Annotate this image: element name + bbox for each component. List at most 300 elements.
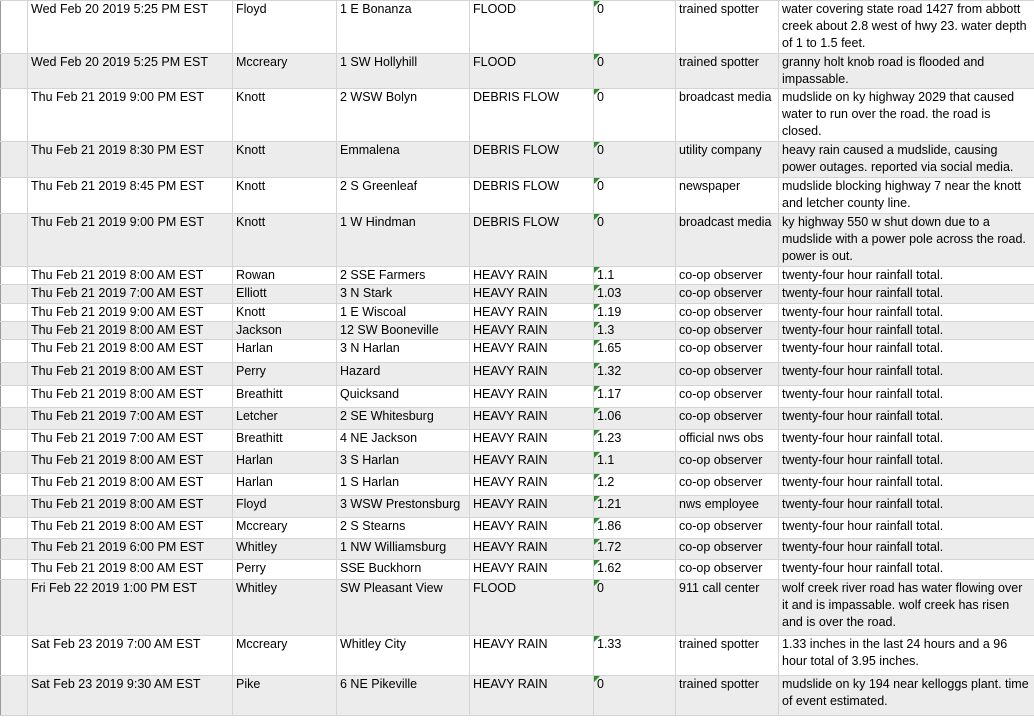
location-cell[interactable]: [337, 267, 470, 285]
location-cell[interactable]: [337, 636, 470, 676]
table-row[interactable]: [1, 636, 1034, 676]
magnitude-cell[interactable]: [594, 560, 676, 580]
date-cell[interactable]: [28, 430, 233, 452]
county-cell[interactable]: [233, 89, 337, 142]
county-cell[interactable]: [233, 142, 337, 178]
date-cell-text: Thu Feb 21 2019 8:00 AM EST: [31, 387, 204, 401]
table-row[interactable]: [1, 89, 1034, 142]
event-type-cell[interactable]: [470, 474, 594, 496]
remarks-cell[interactable]: [779, 285, 1034, 304]
magnitude-cell[interactable]: [594, 285, 676, 304]
source-cell[interactable]: [676, 54, 779, 89]
magnitude-cell[interactable]: [594, 89, 676, 142]
date-cell[interactable]: [28, 285, 233, 304]
table-row[interactable]: [1, 676, 1034, 716]
event-type-cell[interactable]: [470, 267, 594, 285]
magnitude-cell[interactable]: [594, 322, 676, 340]
source-cell-text: official nws obs: [679, 431, 764, 445]
row-margin-cell: [1, 560, 28, 580]
county-cell[interactable]: [233, 214, 337, 267]
number-as-text-flag-icon: [594, 304, 600, 310]
date-cell-text: Thu Feb 21 2019 8:00 AM EST: [31, 341, 204, 355]
remarks-cell-text: twenty-four hour rainfall total.: [782, 364, 944, 378]
county-cell[interactable]: [233, 430, 337, 452]
magnitude-cell[interactable]: [594, 178, 676, 214]
magnitude-cell-text: 1.06: [597, 409, 622, 423]
event-type-cell[interactable]: [470, 322, 594, 340]
source-cell[interactable]: [676, 496, 779, 518]
county-cell[interactable]: [233, 386, 337, 408]
remarks-cell[interactable]: [779, 178, 1034, 214]
location-cell-text: 4 NE Jackson: [340, 431, 418, 445]
county-cell-text: Knott: [236, 143, 266, 157]
magnitude-cell[interactable]: [594, 340, 676, 363]
date-cell[interactable]: [28, 560, 233, 580]
remarks-cell[interactable]: [779, 267, 1034, 285]
event-type-cell[interactable]: [470, 340, 594, 363]
number-as-text-flag-icon: [594, 178, 600, 184]
county-cell-text: Pike: [236, 677, 261, 691]
magnitude-cell[interactable]: [594, 408, 676, 430]
date-cell[interactable]: [28, 408, 233, 430]
county-cell-text: Rowan: [236, 268, 275, 282]
source-cell-text: 911 call center: [679, 581, 760, 595]
event-type-cell[interactable]: [470, 539, 594, 560]
row-margin-cell: [1, 304, 28, 322]
remarks-cell-text: wolf creek river road has water flowing over it and is impassable. wolf creek has risen and is over the road.: [782, 581, 1023, 629]
source-cell[interactable]: [676, 142, 779, 178]
county-cell-text: Mccreary: [236, 55, 288, 69]
source-cell[interactable]: [676, 89, 779, 142]
date-cell[interactable]: [28, 363, 233, 386]
event-type-cell-text: HEAVY RAIN: [473, 453, 548, 467]
county-cell-text: Perry: [236, 561, 266, 575]
remarks-cell[interactable]: [779, 474, 1034, 496]
table-row[interactable]: [1, 452, 1034, 474]
source-cell[interactable]: [676, 539, 779, 560]
table-row[interactable]: [1, 267, 1034, 285]
remarks-cell-text: heavy rain caused a mudslide, causing power outages. reported via social media.: [782, 143, 1014, 174]
source-cell[interactable]: [676, 363, 779, 386]
event-type-cell[interactable]: [470, 214, 594, 267]
event-type-cell-text: FLOOD: [473, 2, 517, 16]
date-cell[interactable]: [28, 340, 233, 363]
location-cell-text: 2 SE Whitesburg: [340, 409, 434, 423]
event-type-cell[interactable]: [470, 142, 594, 178]
remarks-cell[interactable]: [779, 560, 1034, 580]
table-row[interactable]: [1, 408, 1034, 430]
event-type-cell[interactable]: [470, 518, 594, 539]
date-cell-text: Thu Feb 21 2019 8:00 AM EST: [31, 453, 204, 467]
remarks-cell[interactable]: [779, 142, 1034, 178]
table-row[interactable]: [1, 214, 1034, 267]
county-cell-text: Mccreary: [236, 637, 288, 651]
table-row[interactable]: [1, 518, 1034, 539]
date-cell[interactable]: [28, 539, 233, 560]
location-cell-text: Emmalena: [340, 143, 400, 157]
source-cell[interactable]: [676, 340, 779, 363]
location-cell[interactable]: [337, 54, 470, 89]
date-cell[interactable]: [28, 1, 233, 54]
table-row[interactable]: [1, 340, 1034, 363]
table-row[interactable]: [1, 363, 1034, 386]
source-cell[interactable]: [676, 636, 779, 676]
date-cell[interactable]: [28, 452, 233, 474]
magnitude-cell[interactable]: [594, 430, 676, 452]
county-cell[interactable]: [233, 178, 337, 214]
source-cell-text: co-op observer: [679, 286, 763, 300]
location-cell-text: 1 SW Hollyhill: [340, 55, 418, 69]
source-cell[interactable]: [676, 452, 779, 474]
magnitude-cell-text: 1.33: [597, 637, 622, 651]
remarks-cell-text: mudslide blocking highway 7 near the knott and letcher county line.: [782, 179, 1022, 210]
location-cell-text: SSE Buckhorn: [340, 561, 422, 575]
location-cell[interactable]: [337, 386, 470, 408]
table-row[interactable]: [1, 1, 1034, 54]
event-type-cell[interactable]: [470, 304, 594, 322]
location-cell[interactable]: [337, 1, 470, 54]
county-cell-text: Harlan: [236, 475, 273, 489]
number-as-text-flag-icon: [594, 322, 600, 328]
county-cell[interactable]: [233, 518, 337, 539]
date-cell-text: Thu Feb 21 2019 7:00 AM EST: [31, 286, 204, 300]
remarks-cell-text: twenty-four hour rainfall total.: [782, 409, 944, 423]
date-cell[interactable]: [28, 214, 233, 267]
magnitude-cell-text: 1.19: [597, 305, 622, 319]
remarks-cell[interactable]: [779, 518, 1034, 539]
magnitude-cell[interactable]: [594, 363, 676, 386]
source-cell[interactable]: [676, 178, 779, 214]
remarks-cell[interactable]: [779, 322, 1034, 340]
magnitude-cell[interactable]: [594, 636, 676, 676]
event-type-cell[interactable]: [470, 580, 594, 636]
magnitude-cell[interactable]: [594, 267, 676, 285]
source-cell-text: co-op observer: [679, 341, 763, 355]
event-type-cell[interactable]: [470, 636, 594, 676]
number-as-text-flag-icon: [594, 496, 600, 502]
remarks-cell[interactable]: [779, 539, 1034, 560]
row-margin-cell: [1, 430, 28, 452]
table-row[interactable]: [1, 474, 1034, 496]
event-type-cell[interactable]: [470, 430, 594, 452]
location-cell[interactable]: [337, 560, 470, 580]
remarks-cell[interactable]: [779, 676, 1034, 716]
event-type-cell-text: HEAVY RAIN: [473, 561, 548, 575]
number-as-text-flag-icon: [594, 539, 600, 545]
table-row[interactable]: [1, 142, 1034, 178]
event-type-cell[interactable]: [470, 54, 594, 89]
source-cell[interactable]: [676, 1, 779, 54]
table-row[interactable]: [1, 285, 1034, 304]
county-cell-text: Knott: [236, 215, 266, 229]
location-cell[interactable]: [337, 452, 470, 474]
date-cell[interactable]: [28, 89, 233, 142]
table-row[interactable]: [1, 580, 1034, 636]
county-cell[interactable]: [233, 54, 337, 89]
event-type-cell-text: DEBRIS FLOW: [473, 179, 560, 193]
location-cell[interactable]: [337, 676, 470, 716]
event-type-cell[interactable]: [470, 560, 594, 580]
county-cell-text: Knott: [236, 90, 266, 104]
location-cell[interactable]: [337, 89, 470, 142]
remarks-cell[interactable]: [779, 386, 1034, 408]
magnitude-cell[interactable]: [594, 1, 676, 54]
remarks-cell-text: water covering state road 1427 from abbott creek about 2.8 west of hwy 23. water depth of 1 to 1.5 feet.: [782, 2, 1027, 50]
location-cell-text: SW Pleasant View: [340, 581, 443, 595]
source-cell[interactable]: [676, 518, 779, 539]
county-cell[interactable]: [233, 560, 337, 580]
county-cell-text: Harlan: [236, 341, 273, 355]
date-cell[interactable]: [28, 386, 233, 408]
source-cell-text: trained spotter: [679, 55, 759, 69]
remarks-cell-text: twenty-four hour rainfall total.: [782, 453, 944, 467]
number-as-text-flag-icon: [594, 408, 600, 414]
date-cell-text: Wed Feb 20 2019 5:25 PM EST: [31, 2, 208, 16]
row-margin-cell: [1, 636, 28, 676]
number-as-text-flag-icon: [594, 560, 600, 566]
date-cell[interactable]: [28, 518, 233, 539]
number-as-text-flag-icon: [594, 580, 600, 586]
table-row[interactable]: [1, 539, 1034, 560]
county-cell[interactable]: [233, 539, 337, 560]
table-row[interactable]: [1, 496, 1034, 518]
table-row[interactable]: [1, 304, 1034, 322]
county-cell[interactable]: [233, 363, 337, 386]
date-cell-text: Sat Feb 23 2019 9:30 AM EST: [31, 677, 201, 691]
row-margin-cell: [1, 580, 28, 636]
location-cell-text: 1 W Hindman: [340, 215, 416, 229]
event-type-cell[interactable]: [470, 178, 594, 214]
event-type-cell[interactable]: [470, 386, 594, 408]
location-cell-text: 3 N Stark: [340, 286, 393, 300]
table-row[interactable]: [1, 54, 1034, 89]
location-cell[interactable]: [337, 322, 470, 340]
remarks-cell-text: twenty-four hour rainfall total.: [782, 431, 944, 445]
location-cell[interactable]: [337, 304, 470, 322]
county-cell[interactable]: [233, 322, 337, 340]
table-row[interactable]: [1, 386, 1034, 408]
magnitude-cell[interactable]: [594, 386, 676, 408]
number-as-text-flag-icon: [594, 386, 600, 392]
source-cell[interactable]: [676, 408, 779, 430]
source-cell-text: broadcast media: [679, 215, 772, 229]
magnitude-cell-text: 1.62: [597, 561, 622, 575]
date-cell-text: Sat Feb 23 2019 7:00 AM EST: [31, 637, 201, 651]
source-cell[interactable]: [676, 322, 779, 340]
magnitude-cell[interactable]: [594, 304, 676, 322]
row-margin-cell: [1, 267, 28, 285]
remarks-cell[interactable]: [779, 1, 1034, 54]
row-margin-cell: [1, 322, 28, 340]
county-cell[interactable]: [233, 452, 337, 474]
number-as-text-flag-icon: [594, 285, 600, 291]
remarks-cell[interactable]: [779, 214, 1034, 267]
magnitude-cell[interactable]: [594, 474, 676, 496]
number-as-text-flag-icon: [594, 518, 600, 524]
location-cell[interactable]: [337, 340, 470, 363]
source-cell[interactable]: [676, 560, 779, 580]
remarks-cell[interactable]: [779, 340, 1034, 363]
location-cell[interactable]: [337, 496, 470, 518]
date-cell[interactable]: [28, 267, 233, 285]
magnitude-cell-text: 1.3: [597, 323, 615, 337]
event-type-cell-text: HEAVY RAIN: [473, 341, 548, 355]
county-cell[interactable]: [233, 636, 337, 676]
county-cell[interactable]: [233, 304, 337, 322]
number-as-text-flag-icon: [594, 267, 600, 273]
source-cell[interactable]: [676, 474, 779, 496]
magnitude-cell[interactable]: [594, 142, 676, 178]
remarks-cell-text: granny holt knob road is flooded and impassable.: [782, 55, 985, 86]
remarks-cell[interactable]: [779, 580, 1034, 636]
county-cell-text: Perry: [236, 364, 266, 378]
remarks-cell[interactable]: [779, 636, 1034, 676]
source-cell[interactable]: [676, 267, 779, 285]
location-cell[interactable]: [337, 518, 470, 539]
date-cell-text: Thu Feb 21 2019 8:00 AM EST: [31, 364, 204, 378]
event-type-cell[interactable]: [470, 496, 594, 518]
event-type-cell-text: HEAVY RAIN: [473, 475, 548, 489]
magnitude-cell[interactable]: [594, 518, 676, 539]
date-cell[interactable]: [28, 178, 233, 214]
location-cell[interactable]: [337, 430, 470, 452]
location-cell[interactable]: [337, 408, 470, 430]
location-cell[interactable]: [337, 474, 470, 496]
row-margin-cell: [1, 452, 28, 474]
location-cell[interactable]: [337, 178, 470, 214]
date-cell[interactable]: [28, 322, 233, 340]
location-cell-text: 1 S Harlan: [340, 475, 400, 489]
event-type-cell[interactable]: [470, 363, 594, 386]
location-cell-text: 12 SW Booneville: [340, 323, 439, 337]
county-cell[interactable]: [233, 340, 337, 363]
event-type-cell-text: HEAVY RAIN: [473, 540, 548, 554]
remarks-cell[interactable]: [779, 408, 1034, 430]
magnitude-cell[interactable]: [594, 54, 676, 89]
magnitude-cell-text: 1.21: [597, 497, 622, 511]
row-margin-cell: [1, 1, 28, 54]
event-type-cell-text: HEAVY RAIN: [473, 637, 548, 651]
event-type-cell[interactable]: [470, 408, 594, 430]
county-cell[interactable]: [233, 676, 337, 716]
remarks-cell[interactable]: [779, 363, 1034, 386]
number-as-text-flag-icon: [594, 214, 600, 220]
remarks-cell[interactable]: [779, 452, 1034, 474]
magnitude-cell[interactable]: [594, 496, 676, 518]
remarks-cell[interactable]: [779, 496, 1034, 518]
event-type-cell-text: HEAVY RAIN: [473, 323, 548, 337]
table-row[interactable]: [1, 322, 1034, 340]
county-cell-text: Whitley: [236, 540, 277, 554]
county-cell[interactable]: [233, 408, 337, 430]
remarks-cell-text: twenty-four hour rainfall total.: [782, 286, 944, 300]
table-row[interactable]: [1, 178, 1034, 214]
number-as-text-flag-icon: [594, 54, 600, 60]
remarks-cell[interactable]: [779, 54, 1034, 89]
table-row[interactable]: [1, 430, 1034, 452]
magnitude-cell[interactable]: [594, 676, 676, 716]
row-margin-cell: [1, 363, 28, 386]
event-type-cell-text: FLOOD: [473, 55, 517, 69]
source-cell[interactable]: [676, 580, 779, 636]
county-cell[interactable]: [233, 1, 337, 54]
location-cell[interactable]: [337, 285, 470, 304]
date-cell[interactable]: [28, 54, 233, 89]
location-cell[interactable]: [337, 142, 470, 178]
remarks-cell[interactable]: [779, 430, 1034, 452]
location-cell-text: Hazard: [340, 364, 381, 378]
magnitude-cell-text: 0: [597, 215, 604, 229]
row-margin-cell: [1, 54, 28, 89]
remarks-cell-text: twenty-four hour rainfall total.: [782, 323, 944, 337]
location-cell[interactable]: [337, 580, 470, 636]
event-type-cell-text: HEAVY RAIN: [473, 497, 548, 511]
location-cell[interactable]: [337, 539, 470, 560]
event-type-cell-text: HEAVY RAIN: [473, 305, 548, 319]
date-cell[interactable]: [28, 580, 233, 636]
event-type-cell[interactable]: [470, 89, 594, 142]
magnitude-cell-text: 1.86: [597, 519, 622, 533]
source-cell[interactable]: [676, 430, 779, 452]
event-type-cell[interactable]: [470, 452, 594, 474]
source-cell[interactable]: [676, 285, 779, 304]
event-type-cell[interactable]: [470, 676, 594, 716]
date-cell[interactable]: [28, 474, 233, 496]
magnitude-cell[interactable]: [594, 580, 676, 636]
event-type-cell-text: HEAVY RAIN: [473, 409, 548, 423]
event-type-cell[interactable]: [470, 1, 594, 54]
event-type-cell-text: DEBRIS FLOW: [473, 143, 560, 157]
number-as-text-flag-icon: [594, 89, 600, 95]
magnitude-cell[interactable]: [594, 214, 676, 267]
county-cell[interactable]: [233, 580, 337, 636]
event-type-cell[interactable]: [470, 285, 594, 304]
date-cell[interactable]: [28, 142, 233, 178]
location-cell[interactable]: [337, 214, 470, 267]
magnitude-cell-text: 1.1: [597, 268, 615, 282]
remarks-cell[interactable]: [779, 304, 1034, 322]
source-cell-text: co-op observer: [679, 540, 763, 554]
county-cell-text: Letcher: [236, 409, 278, 423]
remarks-cell-text: mudslide on ky highway 2029 that caused water to run over the road. the road is closed.: [782, 90, 1015, 138]
source-cell[interactable]: [676, 304, 779, 322]
number-as-text-flag-icon: [594, 430, 600, 436]
location-cell-text: 1 E Wiscoal: [340, 305, 406, 319]
table-row[interactable]: [1, 560, 1034, 580]
magnitude-cell[interactable]: [594, 539, 676, 560]
location-cell[interactable]: [337, 363, 470, 386]
county-cell[interactable]: [233, 474, 337, 496]
source-cell[interactable]: [676, 214, 779, 267]
source-cell[interactable]: [676, 676, 779, 716]
county-cell[interactable]: [233, 285, 337, 304]
date-cell[interactable]: [28, 496, 233, 518]
county-cell[interactable]: [233, 267, 337, 285]
magnitude-cell-text: 0: [597, 143, 604, 157]
source-cell[interactable]: [676, 386, 779, 408]
source-cell-text: broadcast media: [679, 90, 772, 104]
date-cell[interactable]: [28, 676, 233, 716]
magnitude-cell[interactable]: [594, 452, 676, 474]
county-cell[interactable]: [233, 496, 337, 518]
date-cell[interactable]: [28, 304, 233, 322]
date-cell[interactable]: [28, 636, 233, 676]
magnitude-cell-text: 0: [597, 179, 604, 193]
remarks-cell[interactable]: [779, 89, 1034, 142]
date-cell-text: Thu Feb 21 2019 8:00 AM EST: [31, 323, 204, 337]
number-as-text-flag-icon: [594, 676, 600, 682]
magnitude-cell-text: 1.23: [597, 431, 622, 445]
